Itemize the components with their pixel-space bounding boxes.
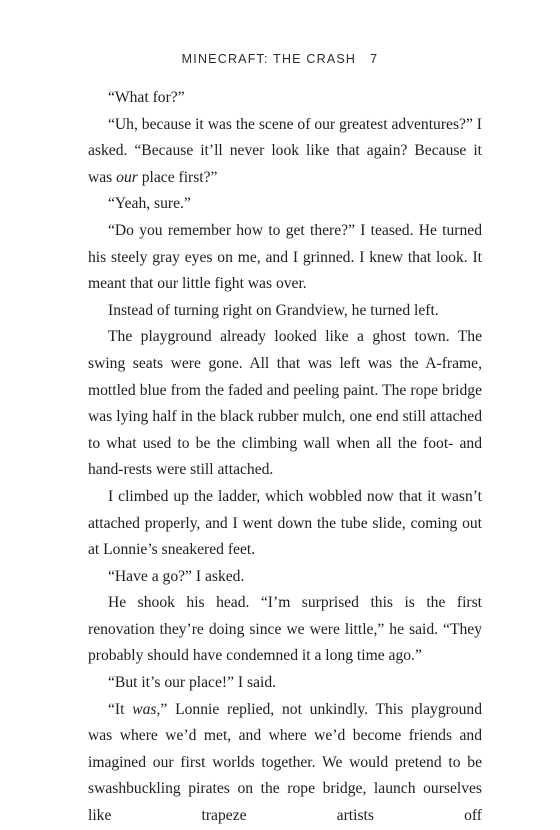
text-run: “Uh, because it was the scene of our greatest adventures?” I asked. “Because it’ll never look like that again? Because it was [88,115,482,186]
text-run: ,” Lonnie replied, not unkindly. This playground was where we’d met, and where we’d become friends and imagined our first worlds together. We would pretend to be swashbuckling pirates on the rope bridge, launch ourselves like trapeze artists off [88,700,482,825]
paragraph [88,564,482,591]
text-run: place first?” [137,168,218,186]
text-run: He shook his head. “I’m surprised this is the first renovation they’re doing since we were little,” he said. “They probably should have condemned it a long time ago.” [88,594,482,665]
paragraph [88,85,482,112]
text-run: “But it’s our place!” I said. [108,674,277,692]
text-run: The playground already looked like a ghost town. The swing seats were gone. All that was left was the A-frame, mottled blue from the faded and peeling paint. The rope bridge was lying half in the black rubber mulch, one end still attached to what used to be the climbing wall when all the foot- and hand-rests were still attached. [88,328,482,479]
paragraph [88,191,482,218]
text-run: Instead of turning right on Grandview, he turned left. [108,301,439,319]
paragraph [88,298,482,325]
book-title: MINECRAFT: THE CRASH [181,52,357,66]
paragraph [88,484,482,564]
page-number: 7 [370,52,379,66]
paragraph [88,112,482,192]
text-run: “It [108,700,133,718]
paragraph [88,590,482,670]
text-run: “What for?” [108,89,185,106]
body-text [88,85,482,830]
text-run: “Yeah, sure.” [108,195,191,213]
italic-text: was [132,700,157,718]
text-run: I climbed up the ladder, which wobbled now that it wasn’t attached properly, and I went down the tube slide, coming out at Lonnie’s sneakered feet. [88,487,482,559]
paragraph [88,218,482,298]
text-run: “Do you remember how to get there?” I teased. He turned his steely gray eyes on me, and I grinned. I knew that look. It meant that our little fight was over. [88,221,482,293]
paragraph [88,697,482,830]
italic-text: our [116,168,138,186]
paragraph [88,670,482,697]
running-head [0,52,560,66]
text-run: “Have a go?” I asked. [108,567,245,585]
paragraph [88,324,482,484]
